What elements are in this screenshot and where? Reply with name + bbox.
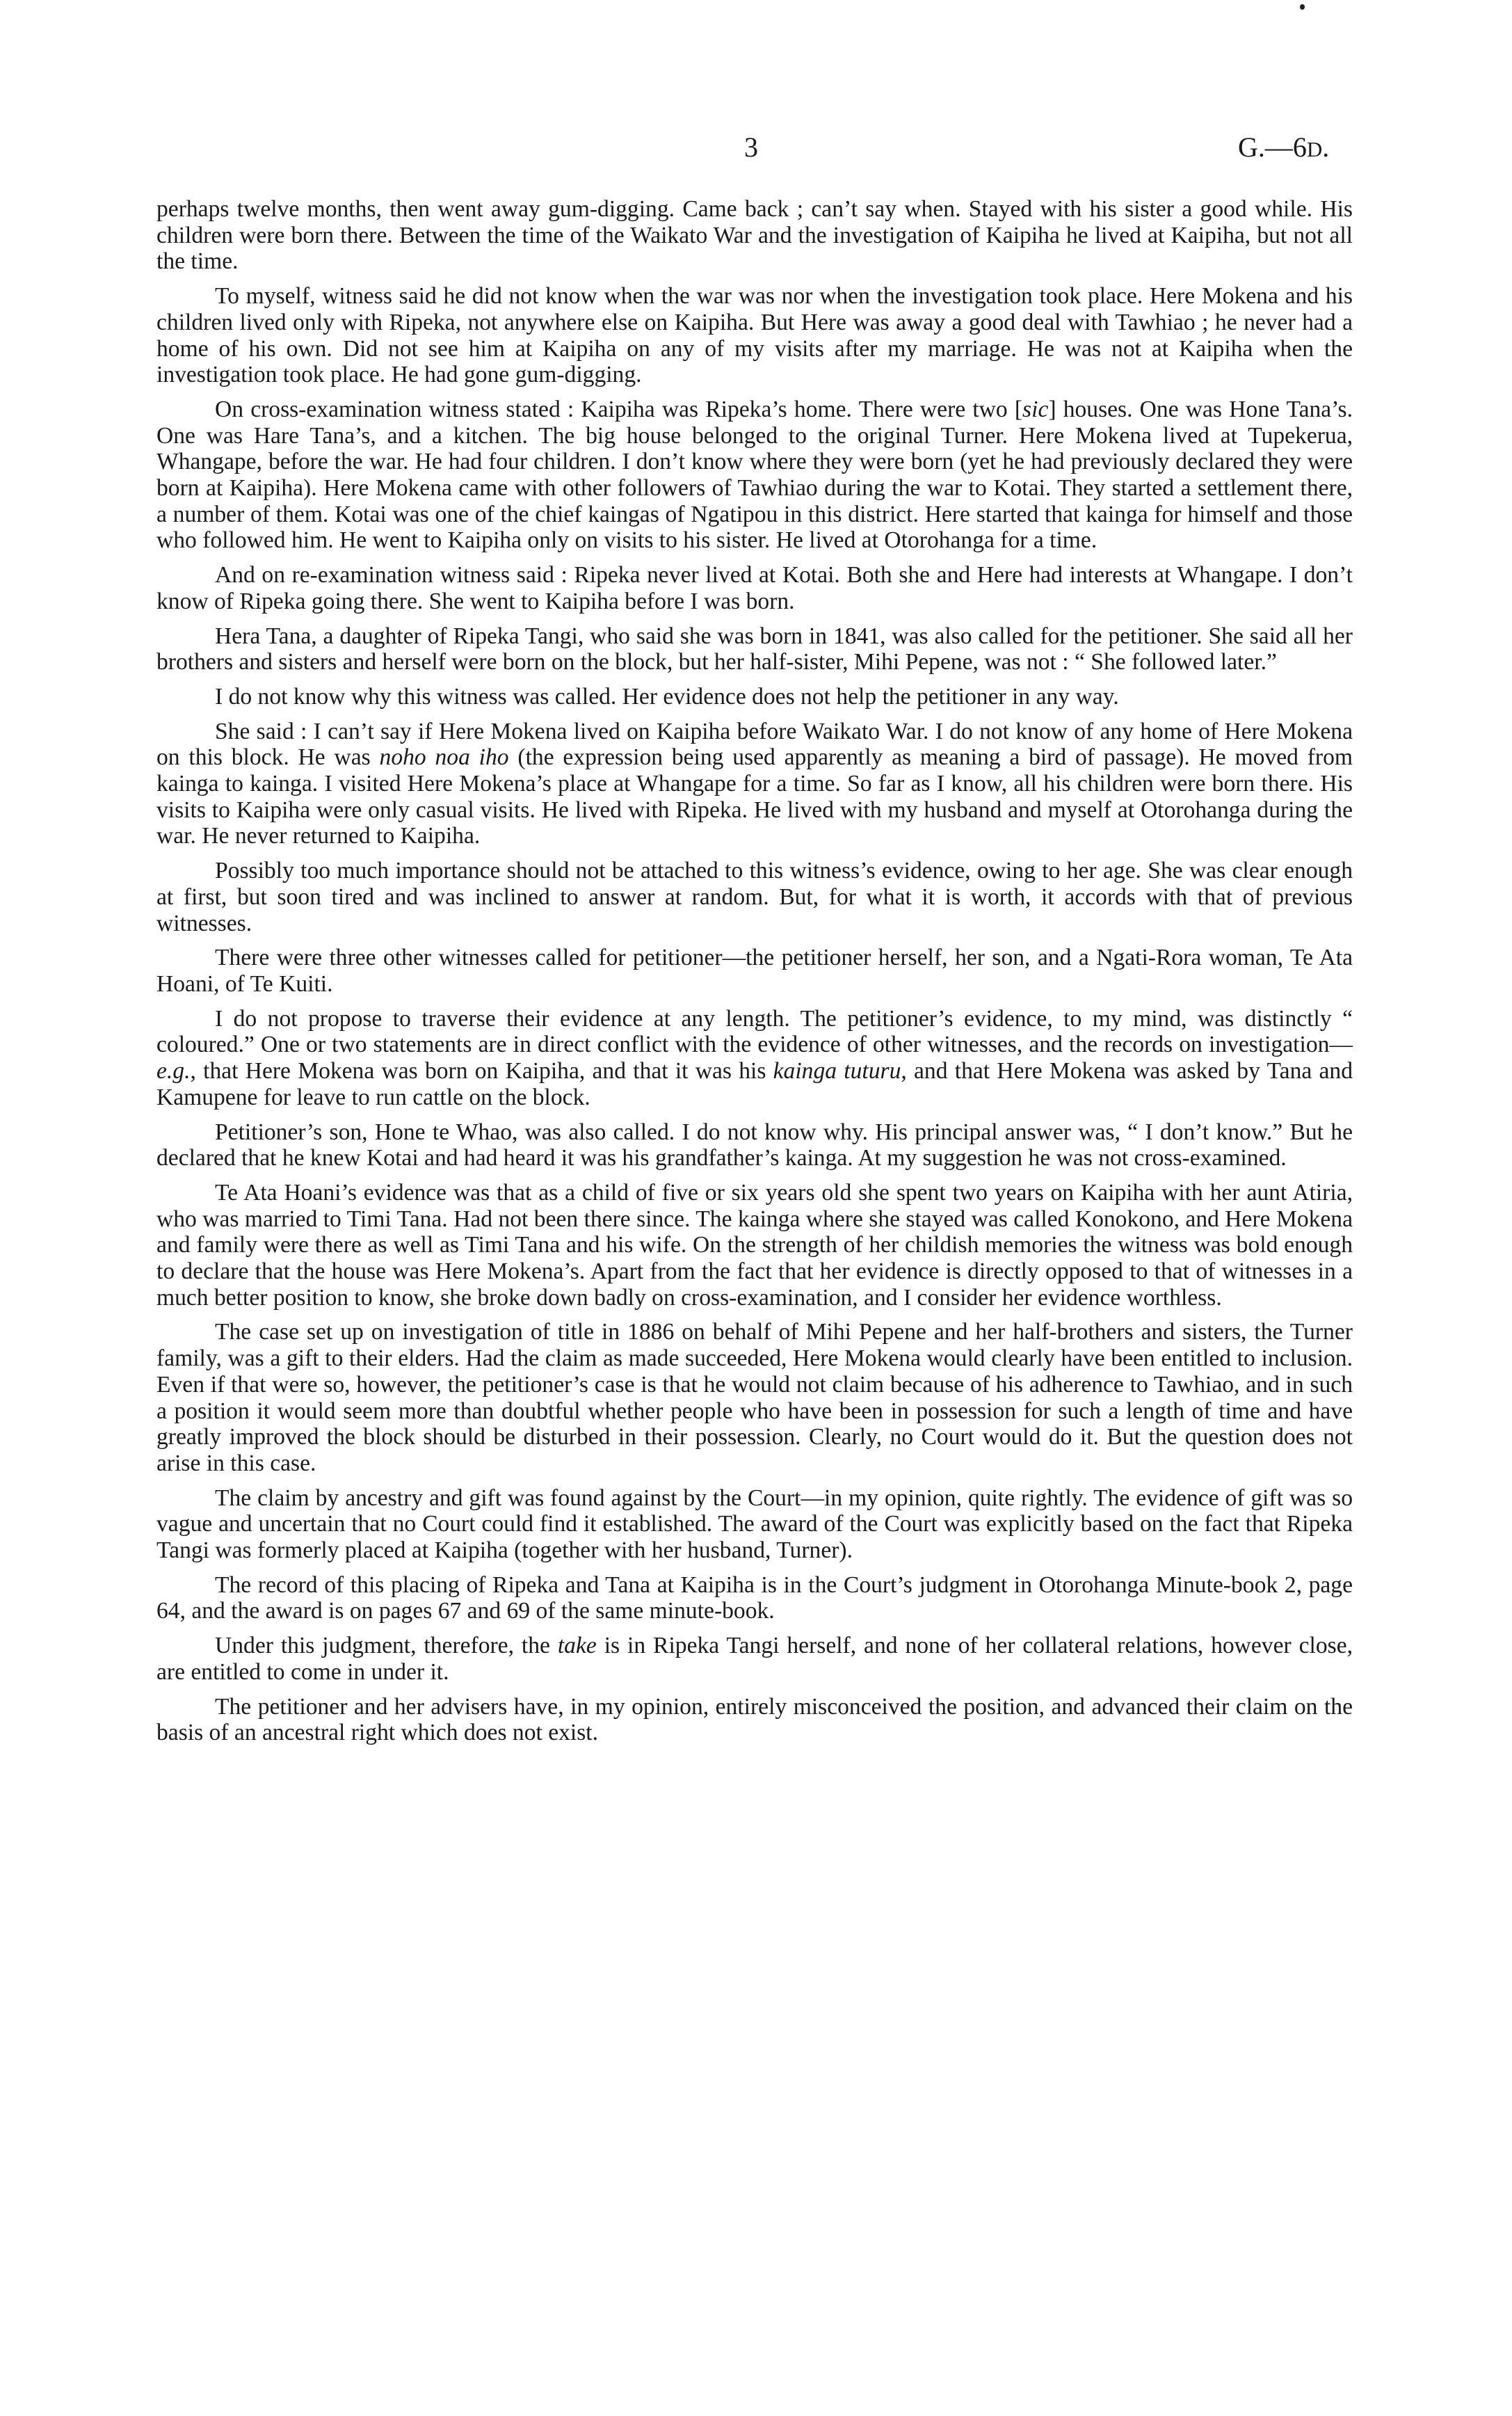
paragraph: Petitioner’s son, Hone te Whao, was also called. I do not know why. His principal answer was, “ I don’t know.” But he declared that he knew Kotai and had heard it was his grandfather’s kainga. At my suggestion he was not cross-examined. [156, 1119, 1353, 1171]
page-header [0, 131, 1512, 166]
paragraph: The case set up on investigation of title in 1886 on behalf of Mihi Pepene and her half-brothers and sisters, the Turner family, was a gift to their elders. Had the claim as made succeeded, Here Mokena would clearly have been entitled to inclusion. Even if that were so, however, the petitioner’s case is that he would not claim because of his adherence to Tawhiao, and in such a position it would seem more than doubtful whether people who have been in possession for such a length of time and have greatly improved the block should be disturbed in their possession. Clearly, no Court would do it. But the question does not arise in this case. [156, 1319, 1353, 1476]
doc-ref-end: . [1322, 131, 1330, 163]
paragraph: Hera Tana, a daughter of Ripeka Tangi, who said she was born in 1841, was also called for the petitioner. She said all her brothers and sisters and herself were born on the block, but her half-sister, Mihi Pepene, was not : “ She followed later.” [156, 623, 1353, 675]
document-reference [1238, 131, 1329, 163]
paragraph: I do not propose to traverse their evidence at any length. The petitioner’s evidence, to my mind, was distinctly “ coloured.” One or two statements are in direct conflict with the evidence of other witnesses, and the records on investigation—e.g., that Here Mokena was born on Kaipiha, and that it was his kainga tuturu, and that Here Mokena was asked by Tana and Kamupene for leave to run cattle on the block. [156, 1005, 1353, 1110]
doc-ref-prefix: G.—6 [1238, 131, 1307, 163]
paragraph: I do not know why this witness was called. Her evidence does not help the petitioner in any way. [215, 683, 1119, 710]
paragraph: The claim by ancestry and gift was found against by the Court—in my opinion, quite rightly. The evidence of gift was so vague and uncertain that no Court could find it established. The award of the Court was explicitly based on the fact that Ripeka Tangi was formerly placed at Kaipiha (together with her husband, Turner). [156, 1485, 1353, 1564]
paragraph: To myself, witness said he did not know when the war was nor when the investigation took place. Here Mokena and his children lived only with Ripeka, not anywhere else on Kaipiha. But Here was away a good deal with Tawhiao ; he never had a home of his own. Did not see him at Kaipiha on any of my visits after my marriage. He was not at Kaipiha when the investigation took place. He had gone gum-digging. [156, 283, 1353, 388]
paragraph: Under this judgment, therefore, the take is in Ripeka Tangi herself, and none of her collateral relations, however close, are entitled to come in under it. [156, 1633, 1353, 1685]
doc-ref-suffix: D [1306, 137, 1323, 161]
paragraph: perhaps twelve months, then went away gum-digging. Came back ; can’t say when. Stayed with his sister a good while. His children were born there. Between the time of the Waikato War and the investigation of Kaipiha he lived at Kaipiha, but not all the time. [156, 196, 1353, 275]
paragraph: Te Ata Hoani’s evidence was that as a child of five or six years old she spent two years on Kaipiha with her aunt Atiria, who was married to Timi Tana. Had not been there since. The kainga where she stayed was called Konokono, and Here Mokena and family were there as well as Timi Tana and his wife. On the strength of her childish memories the witness was bold enough to declare that the house was Here Mokena’s. Apart from the fact that her evidence is directly opposed to that of witnesses in a much better position to know, she broke down badly on cross-examination, and I consider her evidence worthless. [156, 1179, 1353, 1311]
paragraph: And on re-examination witness said : Ripeka never lived at Kotai. Both she and Here had interests at Whangape. I don’t know of Ripeka going there. She went to Kaipiha before I was born. [156, 562, 1353, 614]
page-number: 3 [744, 131, 758, 163]
paragraph: The petitioner and her advisers have, in my opinion, entirely misconceived the position, and advanced their claim on the basis of an ancestral right which does not exist. [156, 1693, 1353, 1746]
paragraph: She said : I can’t say if Here Mokena lived on Kaipiha before Waikato War. I do not know of any home of Here Mokena on this block. He was noho noa iho (the expression being used apparently as meaning a bird of passage). He moved from kainga to kainga. I visited Here Mokena’s place at Whangape for a time. So far as I know, all his children were born there. His visits to Kaipiha were only casual visits. He lived with Ripeka. He lived with my husband and myself at Otorohanga during the war. He never returned to Kaipiha. [156, 718, 1353, 849]
margin-mark [1300, 4, 1305, 10]
paragraph: On cross-examination witness stated : Kaipiha was Ripeka’s home. There were two [sic] houses. One was Hone Tana’s. One was Hare Tana’s, and a kitchen. The big house belonged to the original Turner. Here Mokena lived at Tupekerua, Whangape, before the war. He had four children. I don’t know where they were born (yet he had previously declared they were born at Kaipiha). Here Mokena came with other followers of Tawhiao during the war to Kotai. They started a settlement there, a number of them. Kotai was one of the chief kaingas of Ngatipou in this district. Here started that kainga for himself and those who followed him. He went to Kaipiha only on visits to his sister. He lived at Otorohanga for a time. [156, 396, 1353, 554]
body-text [156, 196, 1353, 1754]
paragraph: The record of this placing of Ripeka and Tana at Kaipiha is in the Court’s judgment in Otorohanga Minute-book 2, page 64, and the award is on pages 67 and 69 of the same minute-book. [156, 1571, 1353, 1624]
paragraph: Possibly too much importance should not be attached to this witness’s evidence, owing to her age. She was clear enough at first, but soon tired and was inclined to answer at random. But, for what it is worth, it accords with that of previous witnesses. [156, 858, 1353, 936]
paragraph: There were three other witnesses called for petitioner—the petitioner herself, her son, and a Ngati-Rora woman, Te Ata Hoani, of Te Kuiti. [156, 945, 1353, 997]
